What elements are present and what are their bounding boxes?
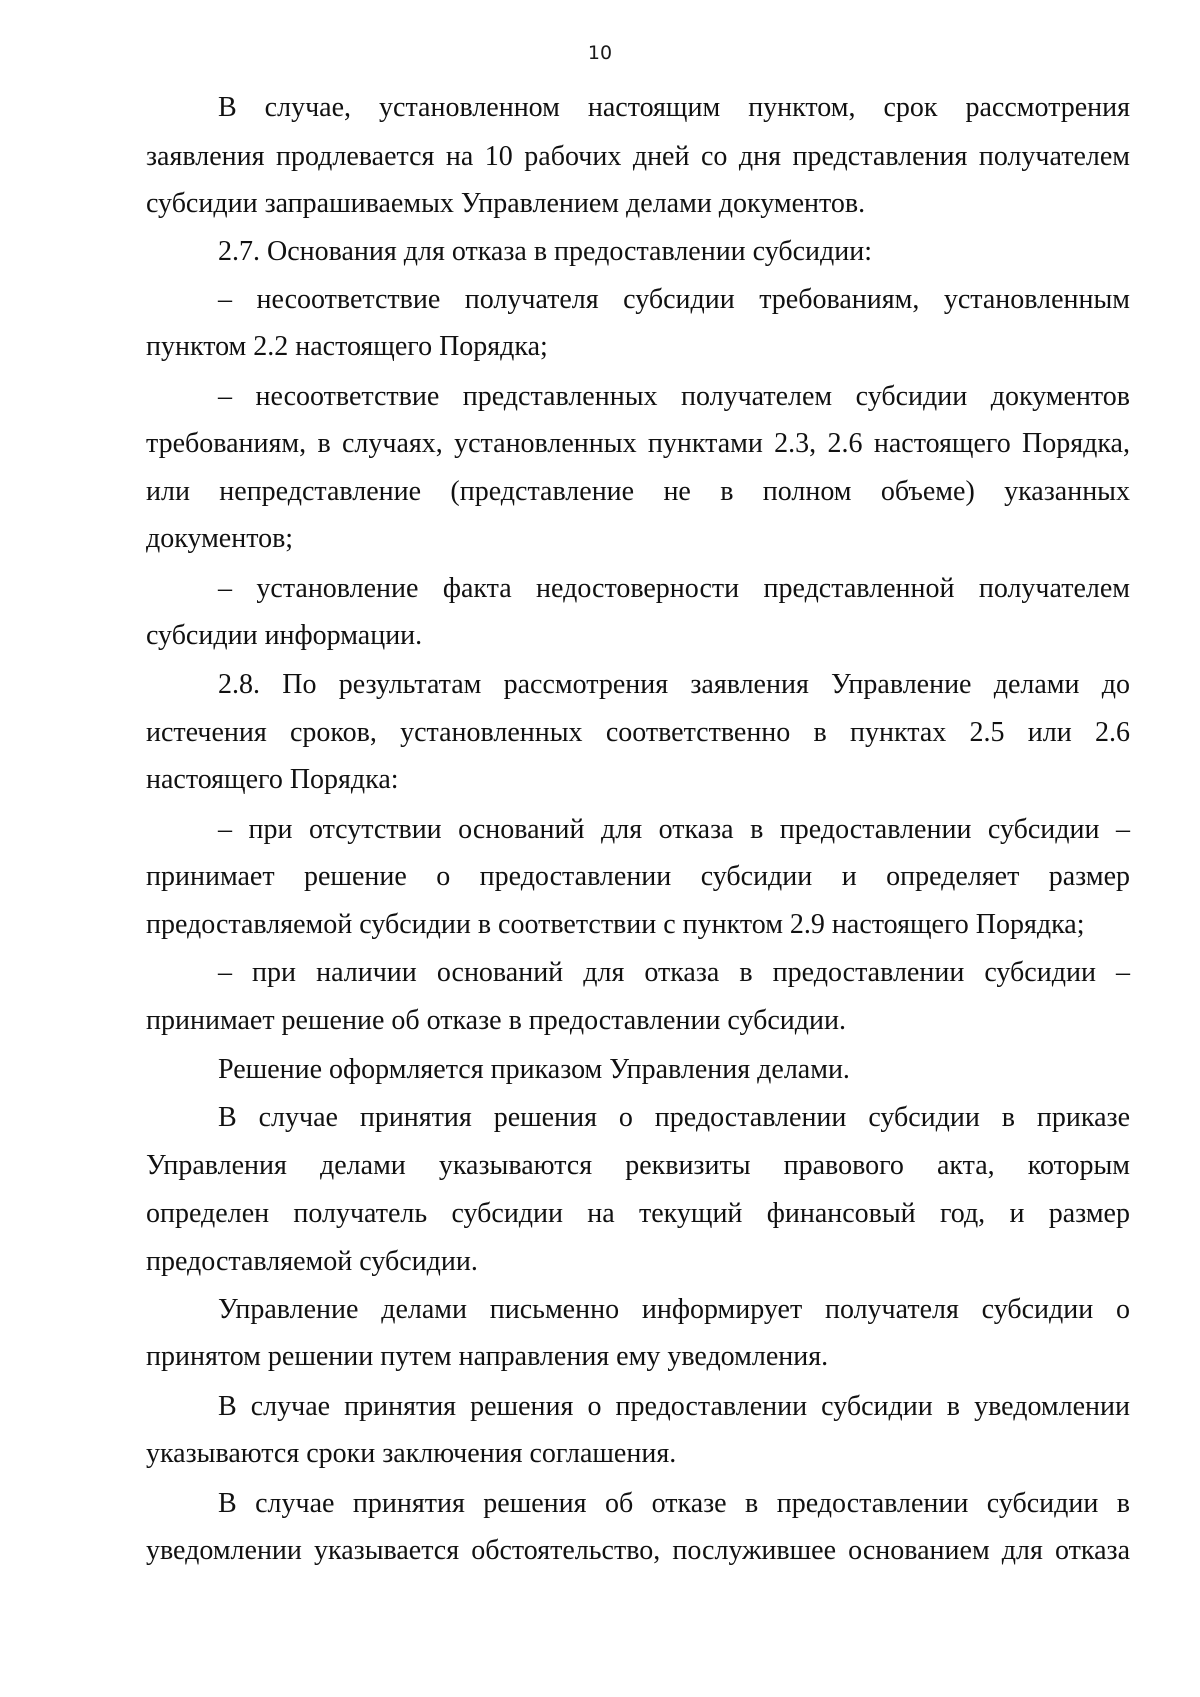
- text-line: В случае принятия решения о предоставлении субсидии в уведомлении: [218, 1391, 1130, 1422]
- text-line: Управление делами письменно информирует получателя субсидии о: [218, 1294, 1130, 1325]
- text-line: определен получатель субсидии на текущий финансовый год, и размер: [146, 1198, 1130, 1229]
- text-line: – несоответствие представленных получателем субсидии документов: [218, 381, 1130, 412]
- text-line: Решение оформляется приказом Управления делами.: [218, 1054, 850, 1085]
- text-line: указываются сроки заключения соглашения.: [146, 1438, 677, 1469]
- text-line: – при отсутствии оснований для отказа в предоставлении субсидии –: [218, 814, 1130, 845]
- text-line: принятом решении путем направления ему уведомления.: [146, 1341, 829, 1372]
- text-line: или непредставление (представление не в полном объеме) указанных: [146, 476, 1130, 507]
- text-line: предоставляемой субсидии.: [146, 1246, 478, 1277]
- page-number: 10: [587, 42, 613, 64]
- text-line: 2.8. По результатам рассмотрения заявления Управление делами до: [218, 669, 1130, 700]
- text-line: предоставляемой субсидии в соответствии с пунктом 2.9 настоящего Порядка;: [146, 909, 1085, 940]
- text-line: субсидии информации.: [146, 620, 423, 651]
- text-line: В случае принятия решения о предоставлении субсидии в приказе: [218, 1102, 1130, 1133]
- text-line: документов;: [146, 523, 294, 554]
- text-line: требованиям, в случаях, установленных пунктами 2.3, 2.6 настоящего Порядка,: [146, 428, 1130, 459]
- text-line: истечения сроков, установленных соответственно в пунктах 2.5 или 2.6: [146, 717, 1130, 748]
- text-line: Управления делами указываются реквизиты правового акта, которым: [146, 1150, 1130, 1181]
- text-line: пунктом 2.2 настоящего Порядка;: [146, 331, 548, 362]
- text-line: принимает решение об отказе в предоставлении субсидии.: [146, 1005, 846, 1036]
- text-line: 2.7. Основания для отказа в предоставлении субсидии:: [218, 236, 873, 267]
- text-line: В случае, установленном настоящим пунктом, срок рассмотрения: [218, 92, 1130, 123]
- text-line: настоящего Порядка:: [146, 764, 399, 795]
- text-line: В случае принятия решения об отказе в предоставлении субсидии в: [218, 1488, 1130, 1519]
- text-line: уведомлении указывается обстоятельство, послужившее основанием для отказа: [146, 1535, 1130, 1566]
- text-line: субсидии запрашиваемых Управлением делами документов.: [146, 188, 866, 219]
- text-line: – при наличии оснований для отказа в предоставлении субсидии –: [218, 957, 1130, 988]
- text-line: принимает решение о предоставлении субсидии и определяет размер: [146, 861, 1130, 892]
- text-line: заявления продлевается на 10 рабочих дней со дня представления получателем: [146, 141, 1130, 172]
- text-line: – установление факта недостоверности представленной получателем: [218, 573, 1130, 604]
- text-line: – несоответствие получателя субсидии требованиям, установленным: [218, 284, 1130, 315]
